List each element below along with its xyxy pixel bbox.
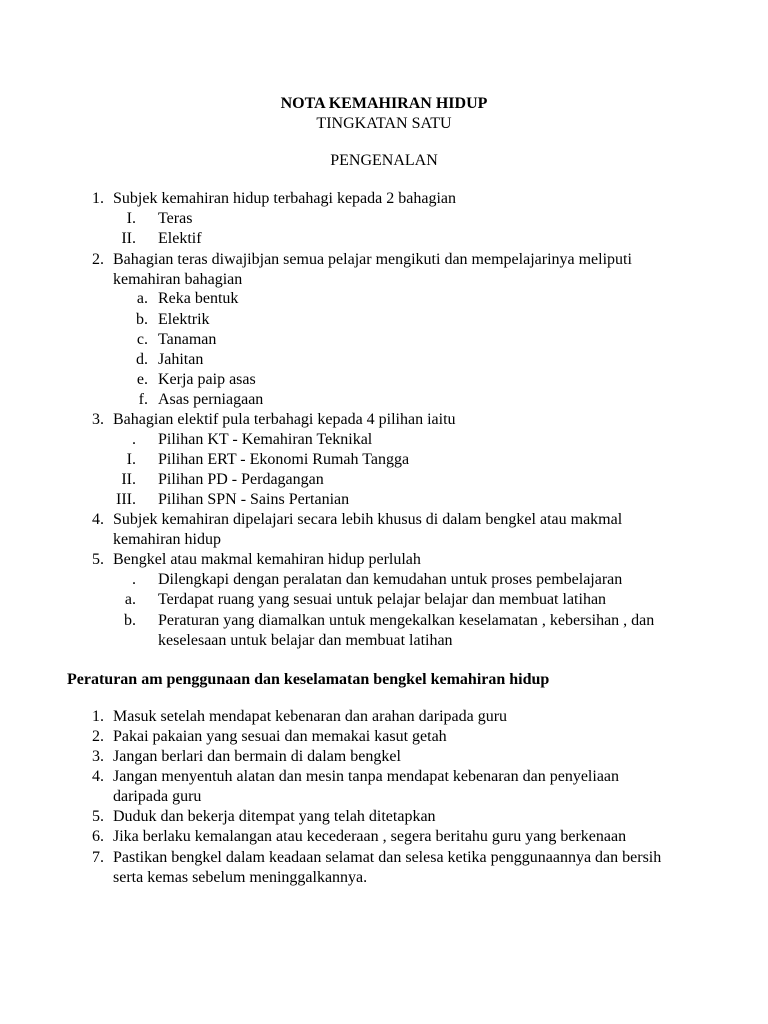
list-marker: b.	[124, 612, 136, 629]
document-subtitle: TINGKATAN SATU	[316, 115, 452, 132]
list-marker: 1.	[92, 190, 104, 207]
list-item-continuation	[0, 868, 768, 888]
document-title: NOTA KEMAHIRAN HIDUP	[280, 95, 488, 112]
sub-list-item	[0, 310, 768, 330]
sub-list-item	[0, 450, 768, 470]
sub-list-text: Kerja paip asas	[158, 371, 256, 388]
sub-list-text: Reka bentuk	[158, 290, 239, 307]
list-marker: 4.	[92, 511, 104, 528]
sub-list-text: Dilengkapi dengan peralatan dan kemudahan untuk proses pembelajaran	[158, 571, 623, 588]
list-marker: 4.	[92, 768, 104, 785]
sub-list-item	[0, 289, 768, 309]
list-item-continuation	[0, 787, 768, 807]
list-marker: f.	[138, 391, 148, 408]
sub-list-item	[0, 209, 768, 229]
sub-list-item	[0, 490, 768, 510]
list-marker: I.	[126, 451, 136, 468]
sub-list-text: Elektrik	[158, 311, 210, 328]
list-item	[0, 807, 768, 827]
list-item-text: kemahiran hidup	[113, 531, 221, 548]
sub-list-text: Pilihan KT - Kemahiran Teknikal	[158, 431, 373, 448]
list-item-text: Pakai pakaian yang sesuai dan memakai kasut getah	[113, 728, 447, 745]
list-item	[0, 510, 768, 530]
list-marker: c.	[136, 331, 148, 348]
list-marker: a.	[124, 591, 136, 608]
list-marker: 3.	[92, 748, 104, 765]
sub-list-item	[0, 611, 768, 631]
list-item-text: Jangan menyentuh alatan dan mesin tanpa mendapat kebenaran dan penyeliaan	[113, 768, 620, 785]
section-heading: Peraturan am penggunaan dan keselamatan bengkel kemahiran hidup	[67, 671, 550, 688]
list-marker: .	[132, 431, 136, 448]
list-marker: e.	[136, 371, 148, 388]
list-item	[0, 767, 768, 787]
list-item-text: Pastikan bengkel dalam keadaan selamat dan selesa ketika penggunaannya dan bersih	[113, 849, 662, 866]
sub-list-text: Pilihan ERT - Ekonomi Rumah Tangga	[158, 451, 410, 468]
list-item-text: serta kemas sebelum meninggalkannya.	[113, 869, 368, 886]
sub-list-text: Pilihan SPN - Sains Pertanian	[158, 491, 350, 508]
list-item-text: kemahiran bahagian	[113, 271, 243, 288]
list-marker: 5.	[92, 808, 104, 825]
sub-list-item	[0, 590, 768, 610]
sub-list-text: Teras	[158, 210, 193, 227]
list-item	[0, 747, 768, 767]
list-item-text: Bahagian elektif pula terbahagi kepada 4 pilihan iaitu	[113, 411, 456, 428]
list-marker: 5.	[92, 551, 104, 568]
list-item	[0, 848, 768, 868]
sub-list-text: Tanaman	[158, 331, 217, 348]
intro-heading: PENGENALAN	[330, 152, 438, 169]
sub-list-item	[0, 470, 768, 490]
list-item-text: Jika berlaku kemalangan atau kecederaan , segera beritahu guru yang berkenaan	[113, 828, 627, 845]
sub-list-item	[0, 390, 768, 410]
sub-list-text: Jahitan	[158, 351, 204, 368]
list-item	[0, 550, 768, 570]
sub-list-text: Peraturan yang diamalkan untuk mengekalkan keselamatan , kebersihan , dan	[158, 612, 655, 629]
list-item	[0, 250, 768, 270]
list-item-text: Masuk setelah mendapat kebenaran dan arahan daripada guru	[113, 708, 508, 725]
list-item	[0, 410, 768, 430]
sub-list-text: Asas perniagaan	[158, 391, 264, 408]
list-marker: II.	[121, 230, 136, 247]
list-item-text: Bahagian teras diwajibjan semua pelajar mengikuti dan mempelajarinya meliputi	[113, 251, 632, 268]
sub-list-item	[0, 229, 768, 249]
list-marker: 7.	[92, 849, 104, 866]
sub-list-item	[0, 430, 768, 450]
list-marker: 2.	[92, 728, 104, 745]
list-marker: II.	[121, 471, 136, 488]
sub-list-item	[0, 350, 768, 370]
list-marker: d.	[136, 351, 148, 368]
list-marker: .	[132, 571, 136, 588]
sub-list-item	[0, 330, 768, 350]
list-marker: I.	[126, 210, 136, 227]
sub-list-text: Elektif	[158, 230, 202, 247]
sub-list-text: keselesaan untuk belajar dan membuat latihan	[158, 632, 453, 649]
list-item-continuation	[0, 530, 768, 550]
list-item-text: Jangan berlari dan bermain di dalam bengkel	[113, 748, 401, 765]
list-marker: a.	[136, 290, 148, 307]
list-item-text: Subjek kemahiran dipelajari secara lebih khusus di dalam bengkel atau makmal	[113, 511, 623, 528]
list-marker: b.	[136, 311, 148, 328]
list-item	[0, 707, 768, 727]
list-item-continuation	[0, 270, 768, 290]
list-marker: 1.	[92, 708, 104, 725]
list-item	[0, 827, 768, 847]
sub-list-text: Terdapat ruang yang sesuai untuk pelajar belajar dan membuat latihan	[158, 591, 607, 608]
list-marker: 3.	[92, 411, 104, 428]
list-marker: III.	[116, 491, 136, 508]
sub-list-item	[0, 370, 768, 390]
list-item-text: daripada guru	[113, 788, 202, 805]
list-item	[0, 189, 768, 209]
sub-list-text: Pilihan PD - Perdagangan	[158, 471, 324, 488]
list-marker: 6.	[92, 828, 104, 845]
list-item-text: Duduk dan bekerja ditempat yang telah ditetapkan	[113, 808, 436, 825]
sub-list-continuation	[0, 631, 768, 651]
list-item-text: Subjek kemahiran hidup terbahagi kepada 2 bahagian	[113, 190, 456, 207]
sub-list-item	[0, 570, 768, 590]
list-item	[0, 727, 768, 747]
list-marker: 2.	[92, 251, 104, 268]
list-item-text: Bengkel atau makmal kemahiran hidup perlulah	[113, 551, 421, 568]
